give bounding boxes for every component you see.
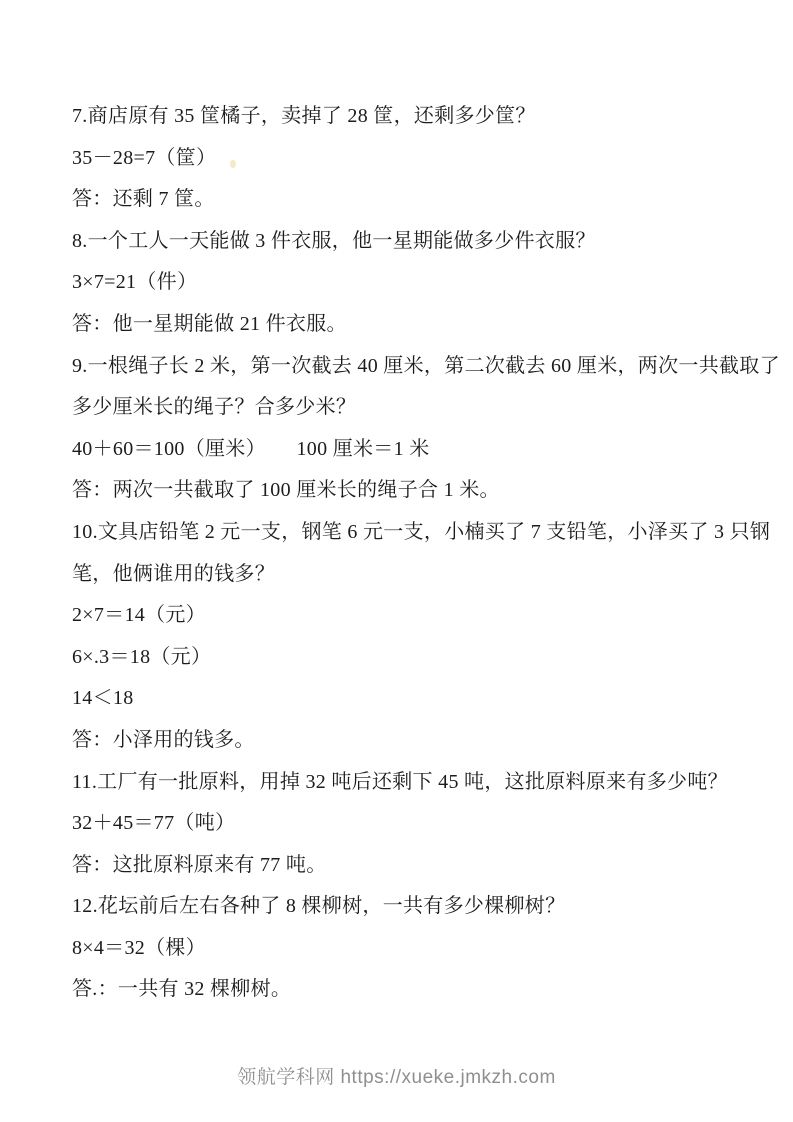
problem-11-question: 11.工厂有一批原料，用掉 32 吨后还剩下 45 吨，这批原料原来有多少吨？ [72, 770, 728, 793]
watermark-footer: 领航学科网 https://xueke.jmkzh.com [237, 1067, 556, 1088]
problem-8-solution: 3×7=21（件） [72, 271, 198, 294]
problem-7-answer: 答：还剩 7 筐。 [72, 188, 215, 211]
problem-10-solution-2: 6×.3＝18（元） [72, 645, 212, 668]
problem-10-question: 10.文具店铅笔 2 元一支，钢笔 6 元一支，小楠买了 7 支铅笔，小泽买了 3 只钢 [72, 520, 771, 543]
problem-12-answer: 答.：一共有 32 棵柳树。 [72, 978, 292, 1001]
problem-9-answer: 答：两次一共截取了 100 厘米长的绳子合 1 米。 [72, 479, 500, 502]
problem-12-solution: 8×4＝32（棵） [72, 936, 206, 959]
problem-11-answer: 答：这批原料原来有 77 吨。 [72, 853, 327, 876]
problem-7-solution: 35－28=7（筐） [72, 146, 217, 169]
scan-artifact-dot [230, 160, 236, 168]
problem-7-question: 7.商店原有 35 筐橘子，卖掉了 28 筐，还剩多少筐？ [72, 105, 536, 127]
problem-10-solution-1: 2×7＝14（元） [72, 604, 206, 627]
problem-12-question: 12.花坛前后左右各种了 8 棵柳树，一共有多少棵柳树？ [72, 895, 566, 918]
problem-9-question-cont: 多少厘米长的绳子？合多少米？ [72, 396, 357, 419]
problem-10-question-cont: 笔，他俩谁用的钱多？ [72, 562, 275, 585]
problem-10-answer: 答：小泽用的钱多。 [72, 728, 255, 751]
problem-10-comparison: 14＜18 [72, 687, 134, 710]
problem-8-question: 8.一个工人一天能做 3 件衣服，他一星期能做多少件衣服？ [72, 229, 596, 252]
worksheet-answer-page [72, 96, 780, 1011]
problem-9-question: 9.一根绳子长 2 米，第一次截去 40 厘米，第二次截去 60 厘米，两次一共截取了 [72, 354, 780, 377]
problem-11-solution: 32＋45＝77（吨） [72, 812, 236, 835]
problem-9-solution: 40＋60＝100（厘米） 100 厘米＝1 米 [72, 437, 430, 460]
problem-8-answer: 答：他一星期能做 21 件衣服。 [72, 312, 347, 335]
